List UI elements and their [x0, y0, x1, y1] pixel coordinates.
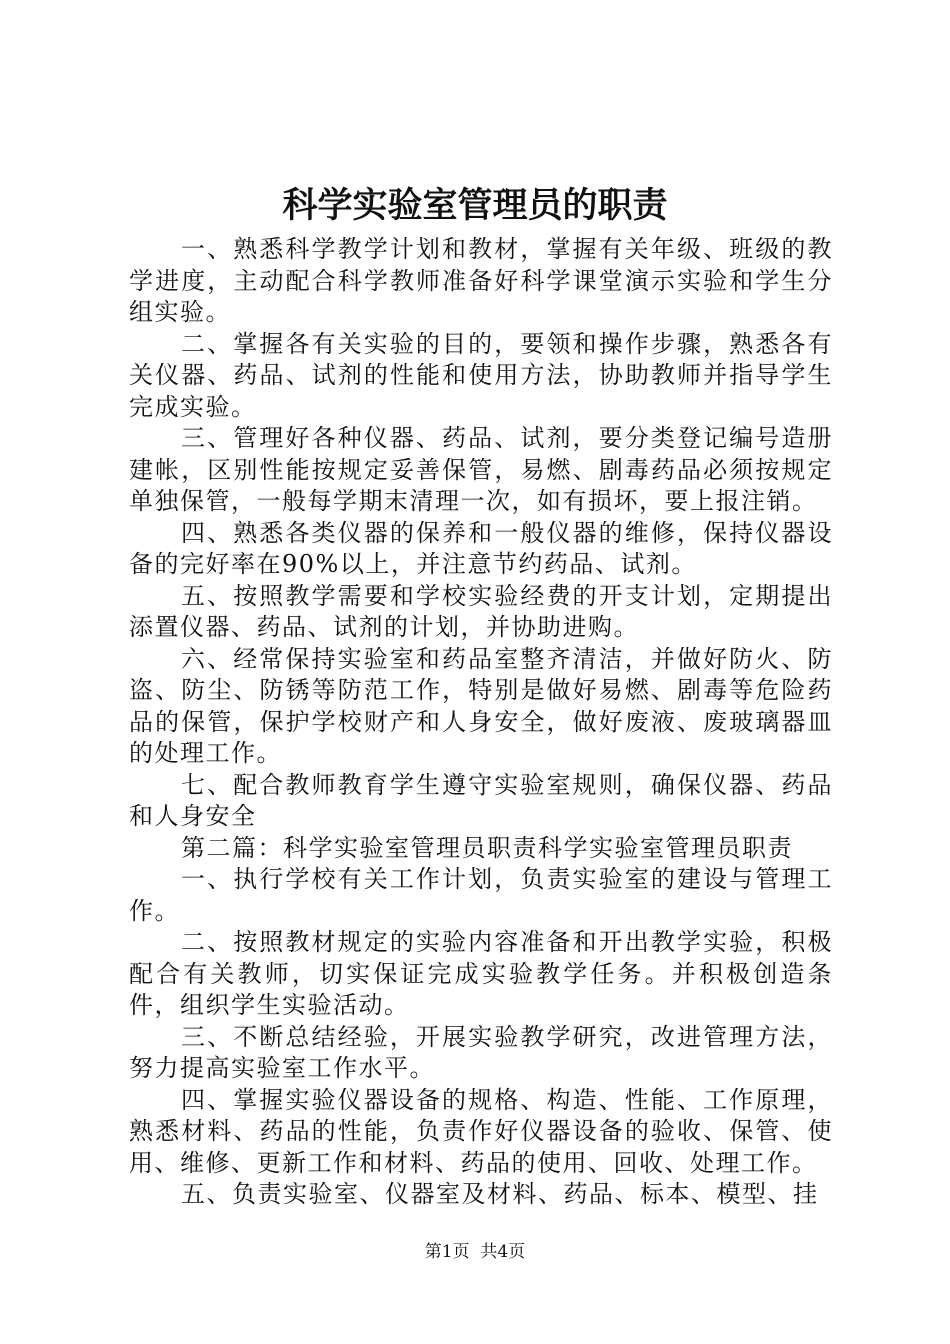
- page-footer: [0, 1240, 950, 1264]
- paragraph: 一、执行学校有关工作计划，负责实验室的建设与管理工作。: [129, 865, 833, 925]
- paragraph: 二、按照教材规定的实验内容准备和开出教学实验，积极配合有关教师，切实保证完成实验教学任务。并积极创造条件，组织学生实验活动。: [129, 928, 833, 1019]
- paragraph: 二、掌握各有关实验的目的，要领和操作步骤，熟悉各有关仪器、药品、试剂的性能和使用方法，协助教师并指导学生完成实验。: [129, 329, 833, 421]
- page-number: 第1页 共4页: [424, 1242, 526, 1262]
- paragraph: 三、不断总结经验，开展实验教学研究，改进管理方法，努力提高实验室工作水平。: [129, 1022, 833, 1082]
- paragraph: 一、熟悉科学教学计划和教材，掌握有关年级、班级的教学进度，主动配合科学教师准备好科学课堂演示实验和学生分组实验。: [129, 235, 833, 326]
- section-heading: 第二篇：科学实验室管理员职责科学实验室管理员职责: [181, 833, 793, 862]
- paragraph: 四、熟悉各类仪器的保养和一般仪器的维修，保持仪器设备的完好率在90%以上，并注意节约药品、试剂。: [129, 518, 833, 578]
- document-body: [129, 234, 833, 1211]
- paragraph: 四、掌握实验仪器设备的规格、构造、性能、工作原理，熟悉材料、药品的性能，负责作好仪器设备的验收、保管、使用、维修、更新工作和材料、药品的使用、回收、处理工作。: [129, 1085, 833, 1177]
- paragraph: 七、配合教师教育学生遵守实验室规则，确保仪器、药品和人身安全: [129, 770, 833, 830]
- paragraph: 五、按照教学需要和学校实验经费的开支计划，定期提出添置仪器、药品、试剂的计划，并协助进购。: [129, 581, 833, 641]
- paragraph: 三、管理好各种仪器、药品、试剂，要分类登记编号造册建帐，区别性能按规定妥善保管，易燃、剧毒药品必须按规定单独保管，一般每学期末清理一次，如有损坏，要上报注销。: [129, 424, 833, 515]
- document-title: 科学实验室管理员的职责: [282, 185, 668, 226]
- paragraph: 五、负责实验室、仪器室及材料、药品、标本、模型、挂: [181, 1180, 819, 1208]
- paragraph: 六、经常保持实验室和药品室整齐清洁，并做好防火、防盗、防尘、防锈等防范工作，特别是做好易燃、剧毒等危险药品的保管，保护学校财产和人身安全，做好废液、废玻璃器皿的处理工作。: [129, 644, 833, 767]
